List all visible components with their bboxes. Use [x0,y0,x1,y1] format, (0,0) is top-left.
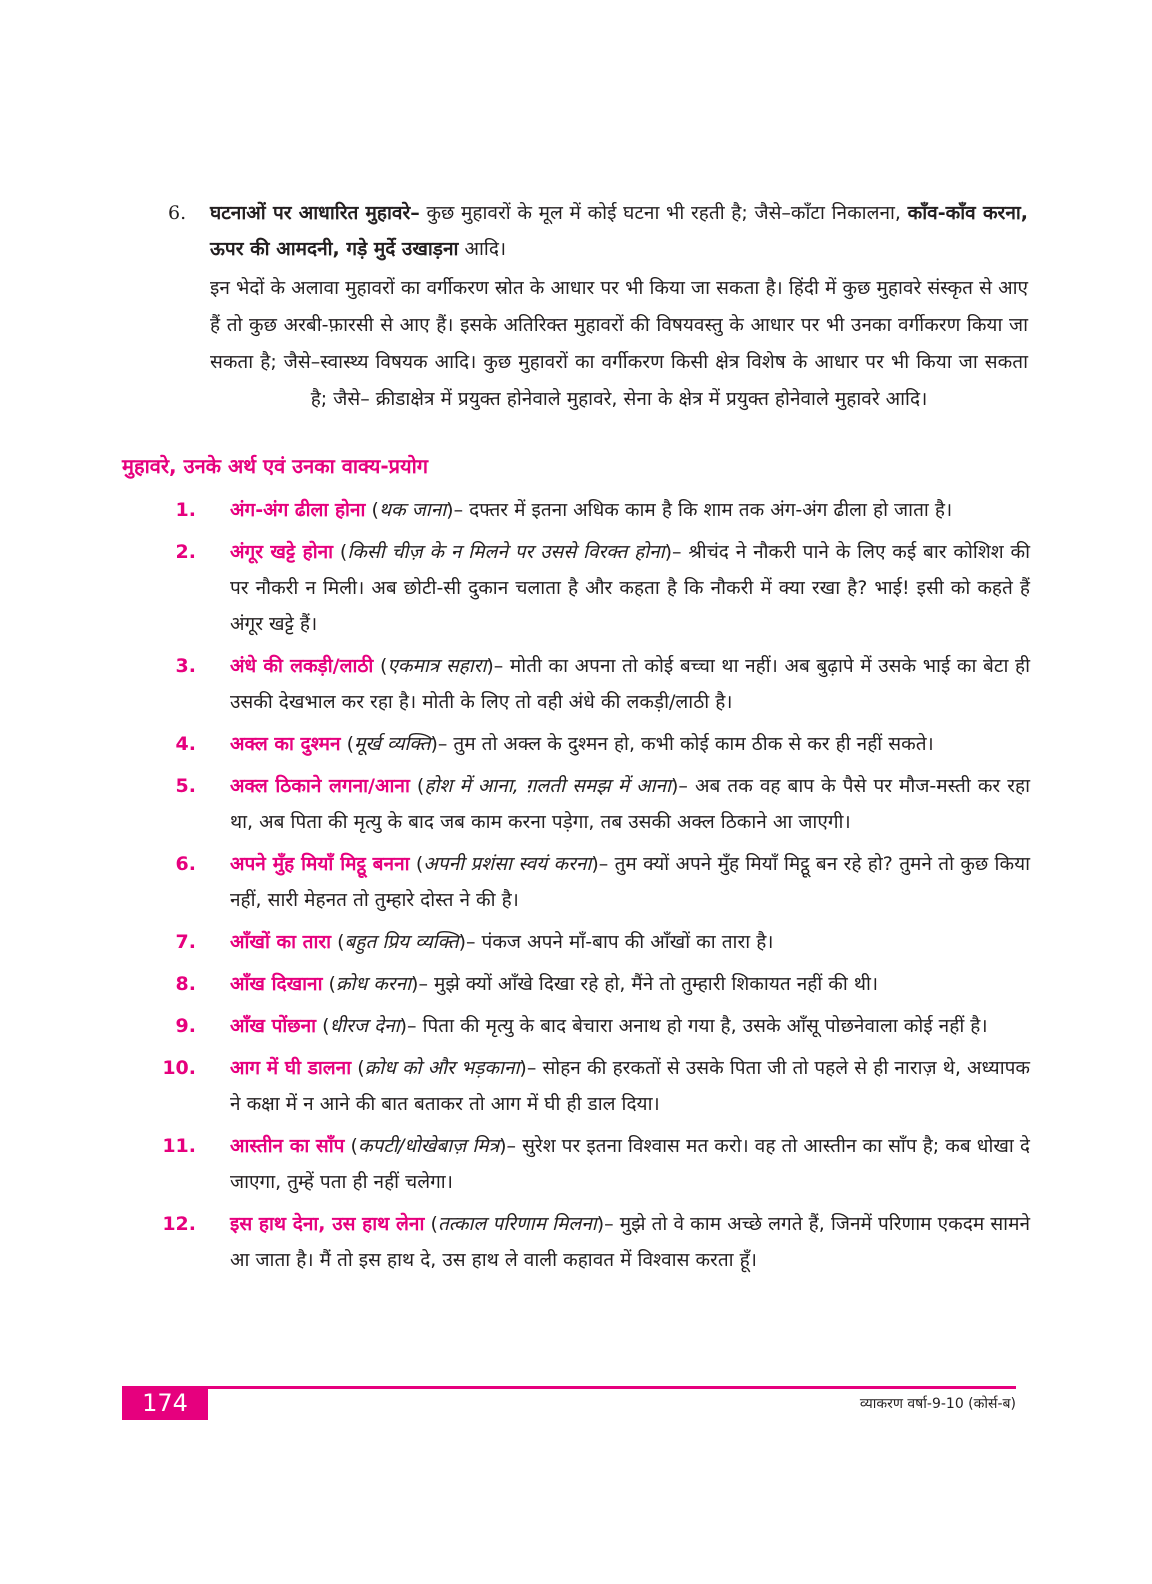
idiom-open-paren: ( [344,1135,358,1157]
idiom-close-paren: )– [399,1015,423,1037]
idiom-sentence: मुझे तो वे काम अच्छे लगते हैं, जिनमें परिणाम एकदम सामने आ जाता है। मैं तो इस हाथ दे, उस हाथ ले वाली कहावत में विश्वास करता हूँ। [230,1213,1030,1271]
idiom-number: 7. [175,931,196,953]
idiom-item [160,924,1030,960]
idiom-sentence: सोहन की हरकतों से उसके पिता जी तो पहले से ही नाराज़ थे, अध्यापक ने कक्षा में न आने की बात बताकर तो आग में घी ही डाल दिया। [230,1057,1030,1115]
idiom-number: 3. [175,655,196,677]
idiom-open-paren: ( [373,655,388,677]
idiom-item [160,1050,1030,1122]
idiom-item [160,726,1030,762]
idiom-meaning: एकमात्र सहारा [387,655,487,677]
idiom-sentence: दफ्तर में इतना अधिक काम है कि शाम तक अंग-अंग ढीला हो जाता है। [469,499,953,521]
idiom-list [160,492,1030,1284]
idiom-number: 2. [175,541,196,563]
idiom-close-paren: )– [411,973,434,995]
idiom-close-paren: )– [430,733,454,755]
idiom-open-paren: ( [409,775,425,797]
idiom-meaning: किसी चीज़ के न मिलने पर उससे विरक्त होना [347,541,665,563]
idiom-term: अंगूर खट्टे होना [230,541,334,563]
idiom-close-paren: )– [458,931,482,953]
intro-item-examples: काँव-काँव करना, ऊपर की आमदनी, गड़े मुर्दे उखाड़ना [210,202,1028,260]
idiom-item [160,1008,1030,1044]
idiom-close-paren: )– [670,775,695,797]
idiom-item [160,648,1030,720]
idiom-close-paren: )– [486,655,510,677]
idiom-open-paren: ( [351,1057,365,1079]
idiom-item [160,966,1030,1002]
idiom-number: 11. [162,1135,196,1157]
idiom-meaning: क्रोध को और भड़काना [364,1057,520,1079]
intro-paragraph: इन भेदों के अलावा मुहावरों का वर्गीकरण स्रोत के आधार पर भी किया जा सकता है। हिंदी में कुछ मुहावरे संस्कृत से आए हैं तो कुछ अरबी-फ़ारसी से आए हैं। इसके अतिरिक्त मुहावरों की विषयवस्तु के आधार पर भी उनका वर्गीकरण किया जा सकता है; जैसे–स्वास्थ्य विषयक आदि। कुछ मुहावरों का वर्गीकरण किसी क्षेत्र विशेष के आधार पर भी किया जा सकता है; जैसे– क्रीडाक्षेत्र में प्रयुक्त होनेवाले मुहावरे, सेना के क्षेत्र में प्रयुक्त होनेवाले मुहावरे आदि। [210,277,1028,410]
idiom-number: 5. [175,775,196,797]
intro-item-title: घटनाओं पर आधारित मुहावरे– [210,202,420,224]
page-number: 174 [122,1386,208,1420]
idiom-number: 9. [175,1015,196,1037]
idiom-term: अक्ल ठिकाने लगना/आना [230,775,410,797]
idiom-close-paren: )– [596,1213,620,1235]
idiom-meaning: थक जाना [378,499,447,521]
idiom-open-paren: ( [333,541,348,563]
idiom-term: आस्तीन का साँप [230,1135,345,1157]
idiom-number: 1. [175,499,196,521]
idiom-meaning: तत्काल परिणाम मिलना [437,1213,597,1235]
idiom-open-paren: ( [322,973,336,995]
idiom-sentence: सुरेश पर इतना विश्वास मत करो। वह तो आस्तीन का साँप है; कब धोखा दे जाएगा, तुम्हें पता ही नहीं चलेगा। [230,1135,1031,1193]
idiom-sentence: मोती का अपना तो कोई बच्चा था नहीं। अब बुढ़ापे में उसके भाई का बेटा ही उसकी देखभाल कर रहा है। मोती के लिए तो वही अंधे की लकड़ी/लाठी है। [230,655,1030,713]
idiom-term: आँख दिखाना [230,973,323,995]
intro-item-text [210,195,1028,267]
idiom-close-paren: )– [499,1135,523,1157]
idiom-sentence: श्रीचंद ने नौकरी पाने के लिए कई बार कोशिश की पर नौकरी न मिली। अब छोटी-सी दुकान चलाता है और कहता है कि नौकरी में क्या रखा है? भाई! इसी को कहते हैं अंगूर खट्टे हैं। [230,541,1031,635]
idiom-term: आँख पोंछना [230,1015,317,1037]
idiom-open-paren: ( [365,499,379,521]
section-heading: मुहावरे, उनके अर्थ एवं उनका वाक्य-प्रयोग [122,454,429,478]
idiom-meaning: होश में आना, ग़लती समझ में आना [424,775,671,797]
idiom-item [160,492,1030,528]
idiom-open-paren: ( [340,733,355,755]
idiom-item [160,1206,1030,1278]
idiom-meaning: कपटी/धोखेबाज़ मित्र [357,1135,500,1157]
idiom-close-paren: )– [664,541,689,563]
intro-item-6 [168,195,1028,267]
idiom-close-paren: )– [446,499,470,521]
idiom-sentence: तुम तो अक्ल के दुश्मन हो, कभी कोई काम ठीक से कर ही नहीं सकते। [453,733,934,755]
idiom-number: 10. [162,1057,196,1079]
idiom-sentence: अब तक वह बाप के पैसे पर मौज-मस्ती कर रहा था, अब पिता की मृत्यु के बाद जब काम करना पड़ेगा, तब उसकी अक्ल ठिकाने आ जाएगी। [230,775,1031,833]
idiom-term: आग में घी डालना [230,1057,352,1079]
idiom-sentence: मुझे क्यों आँखे दिखा रहे हो, मैंने तो तुम्हारी शिकायत नहीं की थी। [434,973,879,995]
idiom-term: अंधे की लकड़ी/लाठी [230,655,374,677]
idiom-item [160,534,1030,642]
idiom-close-paren: )– [591,853,615,875]
book-title: व्याकरण वर्षा-9-10 (कोर्स-ब) [859,1396,1016,1412]
idiom-open-paren: ( [424,1213,438,1235]
idiom-term: आँखों का तारा [230,931,332,953]
idiom-term: अंग-अंग ढीला होना [230,499,366,521]
intro-item-suffix: आदि। [458,238,507,260]
idiom-close-paren: )– [519,1057,543,1079]
idiom-item [160,846,1030,918]
idiom-term: अपने मुँह मियाँ मिट्ठू बनना [230,853,410,875]
idiom-open-paren: ( [409,853,424,875]
idiom-meaning: क्रोध करना [335,973,412,995]
idiom-meaning: मूर्ख व्यक्ति [354,733,431,755]
intro-item-body: कुछ मुहावरों के मूल में कोई घटना भी रहती है; जैसे–काँटा निकालना, [419,202,908,224]
idiom-number: 4. [175,733,196,755]
idiom-meaning: बहुत प्रिय व्यक्ति [344,931,459,953]
idiom-sentence: पिता की मृत्यु के बाद बेचारा अनाथ हो गया है, उसके आँसू पोछनेवाला कोई नहीं है। [422,1015,988,1037]
idiom-open-paren: ( [331,931,345,953]
intro-item-number: 6. [168,202,187,224]
idiom-number: 6. [175,853,196,875]
idiom-item [160,768,1030,840]
idiom-meaning: अपनी प्रशंसा स्वयं करना [423,853,592,875]
idiom-number: 8. [175,973,196,995]
idiom-item [160,1128,1030,1200]
idiom-sentence: पंकज अपने माँ-बाप की आँखों का तारा है। [481,931,774,953]
idiom-term: अक्ल का दुश्मन [230,733,341,755]
idiom-open-paren: ( [316,1015,330,1037]
idiom-term: इस हाथ देना, उस हाथ लेना [230,1213,425,1235]
footer-rule [122,1386,1016,1389]
idiom-meaning: धीरज देना [329,1015,400,1037]
idiom-number: 12. [162,1213,196,1235]
idiom-sentence: तुम क्यों अपने मुँह मियाँ मिट्ठू बन रहे हो? तुमने तो कुछ किया नहीं, सारी मेहनत तो तुम्हारे दोस्त ने की है। [230,853,1031,911]
